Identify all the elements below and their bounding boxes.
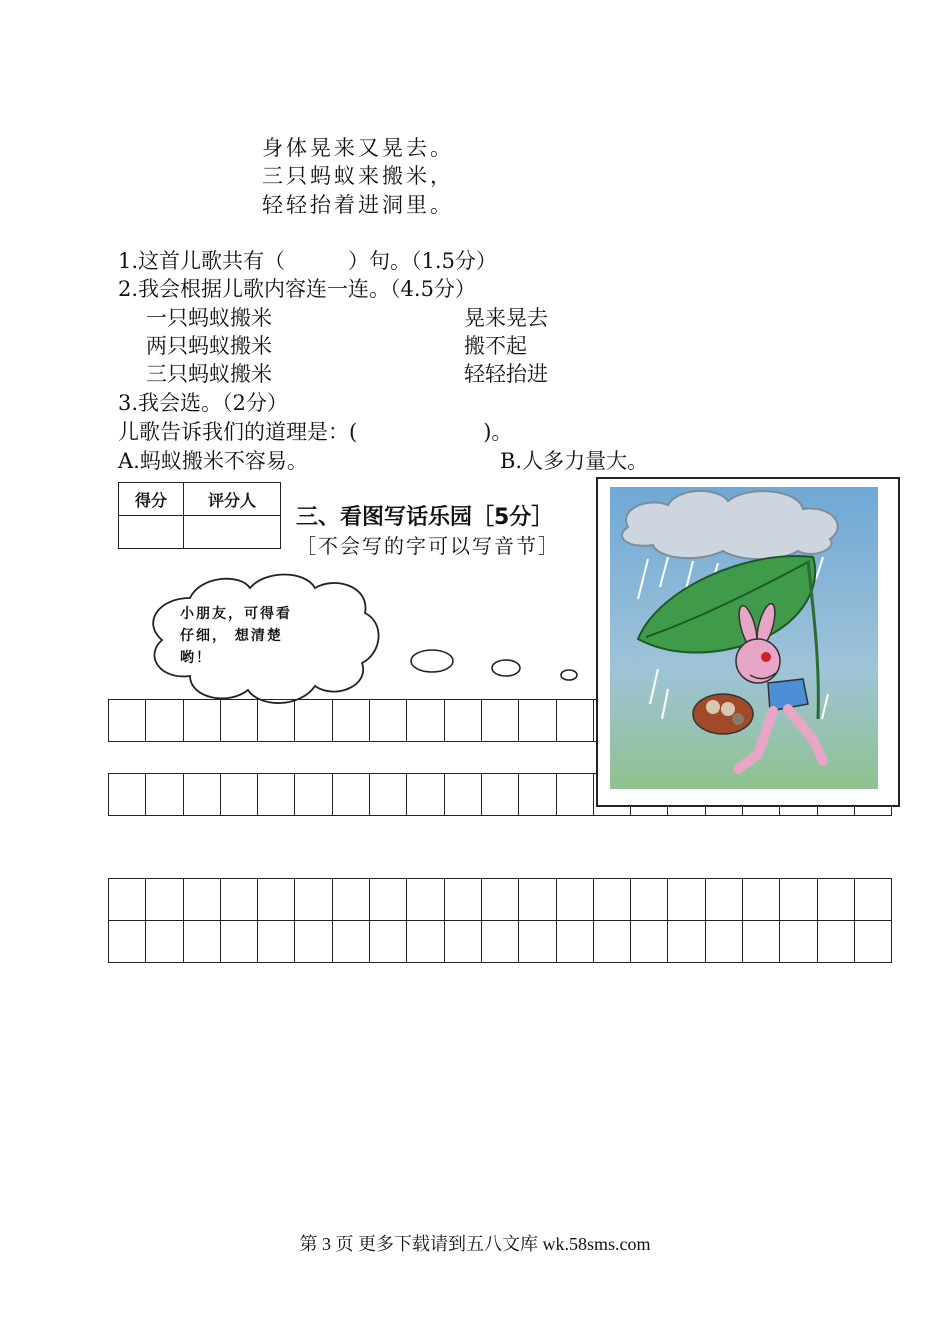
grid-cell[interactable] [668,921,705,963]
score-label: 得分 [119,483,184,516]
bubble-line-2: 仔细， 想清楚 [180,628,283,644]
match-right-1: 晃来晃去 [464,306,548,330]
grid-cell[interactable] [780,921,817,963]
grid-cell[interactable] [817,921,854,963]
question-2: 2.我会根据儿歌内容连一连。（4.5分） [118,277,476,301]
bubble-line-1: 小朋友，可得看 [180,606,292,622]
grid-cell[interactable] [220,700,257,742]
grid-cell[interactable] [817,879,854,921]
bubble-line-3: 哟！ [180,650,212,666]
grid-cell[interactable] [743,879,780,921]
grid-cell[interactable] [258,879,295,921]
grid-cell[interactable] [556,879,593,921]
grid-cell[interactable] [705,921,742,963]
option-b: B.人多力量大。 [500,449,649,473]
poem-line-2: 三只蚂蚁来搬米， [262,164,454,188]
grid-cell[interactable] [593,921,630,963]
grid-cell[interactable] [146,774,183,816]
grid-cell[interactable] [854,879,891,921]
section-title: 三、看图写话乐园［5分］ [296,505,554,530]
grid-cell[interactable] [519,774,556,816]
grid-cell[interactable] [519,879,556,921]
grid-cell[interactable] [295,774,332,816]
grid-cell[interactable] [407,921,444,963]
grid-cell[interactable] [146,921,183,963]
grid-cell[interactable] [854,921,891,963]
grid-cell[interactable] [332,774,369,816]
match-left-1: 一只蚂蚁搬米 [146,306,272,330]
poem-line-1: 身体晃来又晃去。 [262,136,454,160]
grid-cell[interactable] [109,879,146,921]
grid-cell[interactable] [407,774,444,816]
match-left-2: 两只蚂蚁搬米 [146,334,272,358]
score-table [118,482,281,549]
grid-cell[interactable] [519,921,556,963]
bubble-text [180,603,330,669]
grid-cell[interactable] [407,700,444,742]
page-footer: 第 3 页 更多下载请到五八文库 wk.58sms.com [299,1234,651,1254]
grid-cell[interactable] [444,921,481,963]
grid-cell[interactable] [183,921,220,963]
grid-cell[interactable] [631,921,668,963]
poem-line-3: 轻轻抬着进洞里。 [262,193,454,217]
grid-cell[interactable] [295,879,332,921]
option-a: A.蚂蚁搬米不容易。 [118,449,308,473]
grid-cell[interactable] [481,921,518,963]
grid-cell[interactable] [519,700,556,742]
question-3-prompt: 儿歌告诉我们的道理是：( )。 [118,420,513,444]
writing-grid-3[interactable] [108,878,892,963]
grid-cell[interactable] [146,879,183,921]
grid-cell[interactable] [370,921,407,963]
grid-cell[interactable] [444,879,481,921]
grid-cell[interactable] [295,700,332,742]
grid-cell[interactable] [258,921,295,963]
section-subtitle: ［不会写的字可以写音节］ [296,534,560,558]
question-1: 1.这首儿歌共有（ ）句。（1.5分） [118,249,497,273]
grid-cell[interactable] [370,879,407,921]
grid-cell[interactable] [332,921,369,963]
grid-cell[interactable] [332,879,369,921]
grid-cell[interactable] [258,774,295,816]
grid-cell[interactable] [780,879,817,921]
grid-cell[interactable] [220,879,257,921]
match-right-3: 轻轻抬进 [464,362,548,386]
grid-cell[interactable] [481,774,518,816]
grid-cell[interactable] [668,879,705,921]
grid-cell[interactable] [146,700,183,742]
grid-cell[interactable] [593,879,630,921]
grid-cell[interactable] [183,700,220,742]
grid-cell[interactable] [295,921,332,963]
grid-cell[interactable] [481,879,518,921]
grid-cell[interactable] [705,879,742,921]
grid-cell[interactable] [743,921,780,963]
grid-cell[interactable] [370,700,407,742]
grid-cell[interactable] [444,774,481,816]
rabbit-umbrella-icon [598,479,898,805]
grid-cell[interactable] [370,774,407,816]
grid-cell[interactable] [556,700,593,742]
grid-cell[interactable] [109,700,146,742]
grid-cell[interactable] [183,774,220,816]
grid-cell[interactable] [556,774,593,816]
grid-cell[interactable] [220,774,257,816]
grader-cell[interactable] [184,516,281,549]
grid-cell[interactable] [183,879,220,921]
grid-cell[interactable] [258,700,295,742]
question-3: 3.我会选。（2分） [118,391,288,415]
grader-label: 评分人 [184,483,281,516]
grid-cell[interactable] [220,921,257,963]
grid-cell[interactable] [481,700,518,742]
grid-cell[interactable] [631,879,668,921]
grid-cell[interactable] [109,774,146,816]
grid-cell[interactable] [556,921,593,963]
grid-cell[interactable] [444,700,481,742]
grid-cell[interactable] [407,879,444,921]
match-left-3: 三只蚂蚁搬米 [146,362,272,386]
picture-frame [596,477,900,807]
grid-cell[interactable] [332,700,369,742]
match-right-2: 搬不起 [464,334,527,358]
grid-cell[interactable] [109,921,146,963]
score-cell[interactable] [119,516,184,549]
